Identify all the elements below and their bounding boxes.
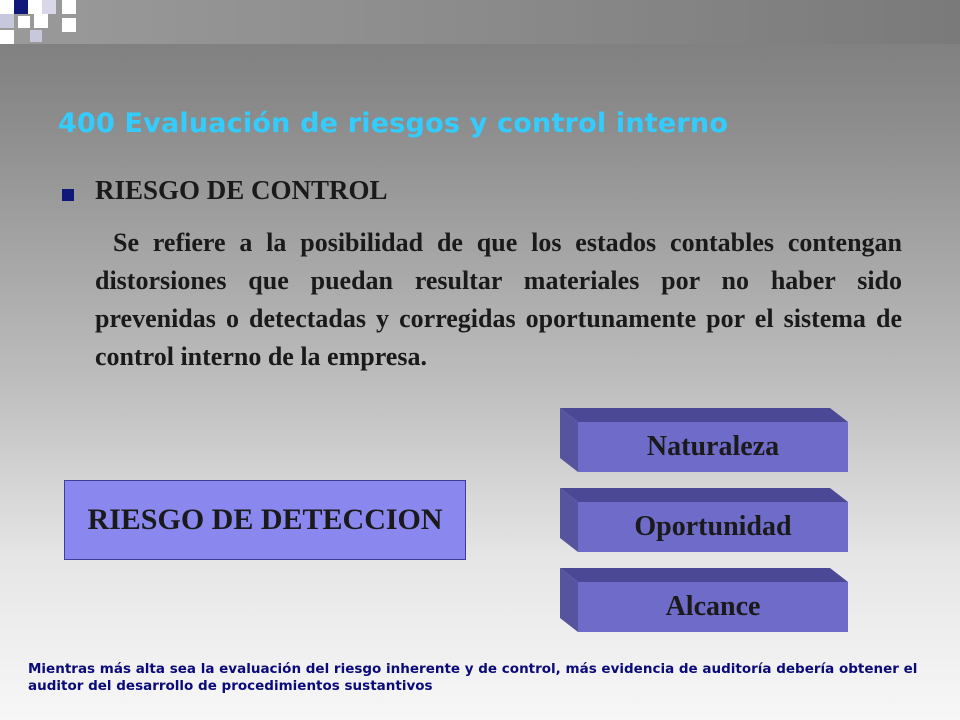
tab-naturaleza[interactable] (560, 408, 848, 472)
tab-label: Naturaleza (646, 431, 780, 462)
title-bar-band (0, 0, 960, 44)
tab-label: Alcance (665, 591, 761, 622)
tab-oportunidad[interactable] (560, 488, 848, 552)
section-heading: RIESGO DE CONTROL (95, 175, 388, 205)
tab-alcance[interactable] (560, 568, 848, 632)
body-paragraph: Se refiere a la posibilidad de que los estados contables contengan distorsiones que puedan resultar materiales por no haber sido prevenidas o detectadas y corregidas oportunamente por el sistema de control interno de la empresa. (95, 228, 902, 371)
footnote: Mientras más alta sea la evaluación del riesgo inherente y de control, más evidencia de auditoría debería obtener el auditor del desarrollo de procedimientos sustantivos (28, 661, 918, 694)
slide-title: 400 Evaluación de riesgos y control interno (58, 108, 729, 139)
bullet-square-icon (62, 189, 74, 201)
tab-label: Oportunidad (634, 511, 792, 542)
detection-risk-box: RIESGO DE DETECCION (64, 480, 466, 560)
